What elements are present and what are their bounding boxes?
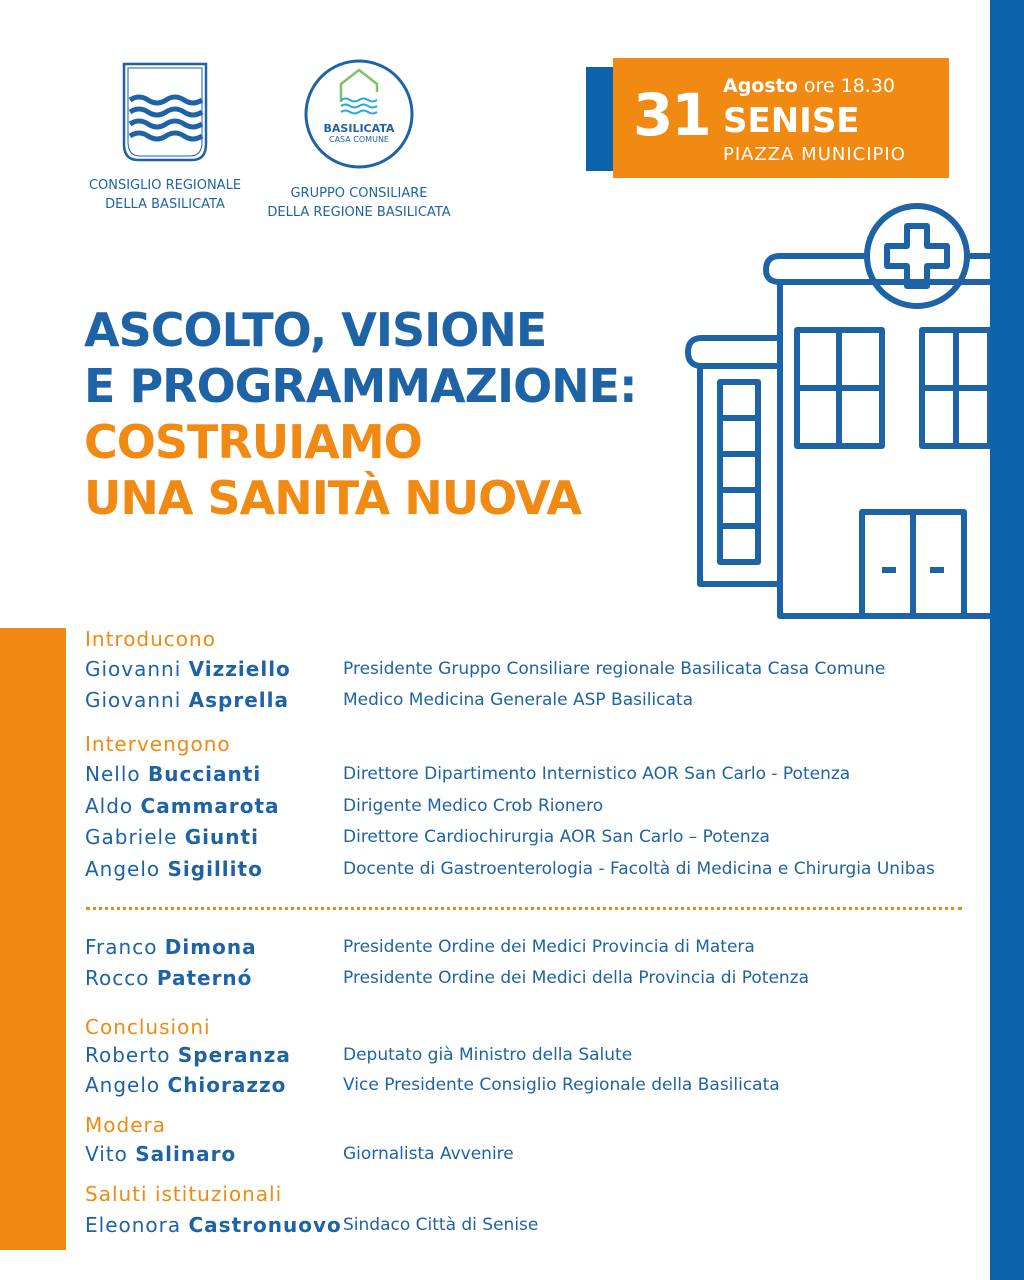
speaker-role: Direttore Cardiochirurgia AOR San Carlo – Potenza — [343, 827, 770, 847]
title-line4: UNA SANITÀ NUOVA — [84, 471, 582, 525]
speaker-role: Dirigente Medico Crob Rionero — [343, 796, 604, 816]
speaker-role: Presidente Gruppo Consiliare regionale Basilicata Casa Comune — [343, 659, 886, 679]
event-month-time — [723, 74, 895, 98]
speaker-row — [85, 762, 985, 792]
section-introducono: Introducono — [85, 627, 216, 651]
left-accent-bar — [0, 628, 66, 1250]
title-line3: COSTRUIAMO — [84, 415, 422, 469]
speaker-row — [85, 857, 985, 887]
speaker-role: Deputato già Ministro della Salute — [343, 1045, 633, 1065]
speaker-row — [85, 825, 985, 855]
speaker-name: Franco Dimona — [85, 935, 257, 959]
speaker-name: Giovanni Vizziello — [85, 657, 291, 681]
title-line1: ASCOLTO, VISIONE — [84, 303, 547, 357]
speaker-row — [85, 1213, 985, 1243]
section-modera: Modera — [85, 1113, 166, 1137]
section-saluti: Saluti istituzionali — [85, 1182, 283, 1206]
dotted-divider — [86, 907, 962, 910]
event-month: Agosto — [723, 75, 798, 97]
speaker-name: Eleonora Castronuovo — [85, 1213, 342, 1237]
poster-title — [84, 302, 637, 526]
gruppo-line2: DELLA REGIONE BASILICATA — [267, 205, 451, 220]
gruppo-line1: GRUPPO CONSILIARE — [290, 186, 428, 201]
speaker-name: Giovanni Asprella — [85, 688, 289, 712]
speaker-row — [85, 1073, 985, 1103]
speaker-role: Sindaco Città di Senise — [343, 1215, 539, 1235]
speaker-role: Medico Medicina Generale ASP Basilicata — [343, 690, 693, 710]
section-intervengono: Intervengono — [85, 732, 231, 756]
speaker-role: Presidente Ordine dei Medici Provincia di Matera — [343, 937, 755, 957]
speaker-role: Presidente Ordine dei Medici della Provincia di Potenza — [343, 968, 810, 988]
speaker-name: Angelo Chiorazzo — [85, 1073, 287, 1097]
event-date-box — [613, 58, 949, 178]
event-place: PIAZZA MUNICIPIO — [723, 144, 906, 165]
speaker-row — [85, 1043, 985, 1073]
consiglio-line2: DELLA BASILICATA — [105, 197, 225, 212]
speaker-name: Gabriele Giunti — [85, 825, 259, 849]
event-day: 31 — [633, 81, 710, 149]
right-accent-bar — [990, 0, 1024, 1280]
speaker-row — [85, 688, 985, 718]
coat-of-arms-waves-icon — [122, 62, 208, 164]
speaker-row — [85, 1142, 985, 1172]
hospital-building-icon — [680, 200, 990, 620]
logo-brand-title: BASILICATA — [323, 122, 395, 135]
basilicata-casa-comune-logo — [262, 58, 456, 222]
speaker-role: Direttore Dipartimento Internistico AOR San Carlo - Potenza — [343, 764, 851, 784]
speaker-role: Giornalista Avvenire — [343, 1144, 514, 1164]
speaker-name: Aldo Cammarota — [85, 794, 280, 818]
consiglio-line1: CONSIGLIO REGIONALE — [88, 178, 242, 193]
event-time: ore 18.30 — [803, 75, 895, 97]
event-city: SENISE — [723, 101, 860, 141]
consiglio-regionale-logo — [80, 62, 250, 214]
speaker-name: Rocco Paternó — [85, 966, 253, 990]
house-waves-circle-icon — [303, 58, 415, 170]
speaker-name: Angelo Sigillito — [85, 857, 263, 881]
speaker-name: Roberto Speranza — [85, 1043, 291, 1067]
speaker-row — [85, 966, 985, 996]
speaker-name: Vito Salinaro — [85, 1142, 237, 1166]
speaker-row — [85, 657, 985, 687]
speaker-role: Vice Presidente Consiglio Regionale della Basilicata — [343, 1075, 780, 1095]
speaker-name: Nello Buccianti — [85, 762, 262, 786]
speaker-row — [85, 794, 985, 824]
section-conclusioni: Conclusioni — [85, 1015, 211, 1039]
logo-brand-subtitle: CASA COMUNE — [329, 135, 389, 144]
speaker-row — [85, 935, 985, 965]
title-line2: E PROGRAMMAZIONE: — [84, 359, 637, 413]
speaker-role: Docente di Gastroenterologia - Facoltà di Medicina e Chirurgia Unibas — [343, 859, 935, 879]
